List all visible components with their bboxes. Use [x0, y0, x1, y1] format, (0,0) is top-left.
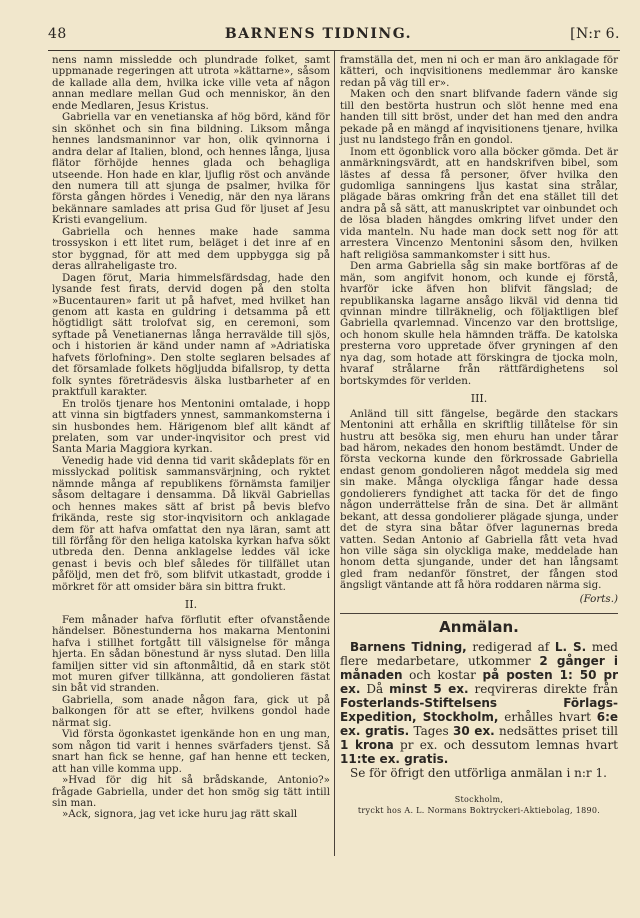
notice-bulk-free: 11:te ex. gratis.	[340, 751, 449, 766]
paragraph: Dagen förut, Maria himmelsfärdsdag, hade den lysande fest firats, dervid dogen på den stolta »Bucentauren» farit ut på hafvet, med hvilket han genom att kasta en guldring i detsamma på ett högtidligt sätt trolofvat sig, en ceremoni, som syftade på Venetianernas långa herravälde till sjös, och i historien är känd under namn af »Adriatiska hafvets förlofning». Den stolte seglaren belsades af det församlade folkets högljudda bifallsrop, ty detta folk syntes företrädesvis älska lustbarheter af en praktfull karakter.	[52, 271, 330, 399]
column-divider	[334, 50, 335, 856]
paragraph: En trolös tjenare hos Mentonini omtalade, i hopp att vinna sin bigtfaders ynnest, sammankomsterna i sin husbondes hem. Härigenom blef allt kändt af prelaten, som var under-inqvisitor och prest vid Santa Maria Maggiora kyrkan.	[52, 397, 330, 456]
notice-bulk-copies: 30 ex.	[452, 723, 495, 738]
publication-title: BARNENS TIDNING.	[224, 26, 413, 42]
paragraph: Gabriella, som anade någon fara, gick ut på balkongen för att se efter, hvilkens gondol hade närmat sig.	[52, 693, 330, 729]
notice-footer: Se för öfrigt den utförliga anmälan i n:r 1.	[350, 765, 607, 780]
notice-free-copy: 6:e ex. gratis.	[340, 709, 619, 738]
left-column	[52, 55, 330, 821]
section-heading: II.	[184, 598, 198, 612]
issue-number: [N:r 6.	[570, 26, 620, 42]
paragraph: »Hvad för dig hit så brådskande, Antonio?» frågade Gabriella, under det hon smög sig tätt intill sin man.	[52, 774, 330, 809]
paragraph: Gabriella var en venetianska af hög börd, känd för sin skönhet och sin fina bildning. Liksom många hennes landsmaninnor var hon, olik qvinnorna i andra delar af Italien, blond, och hennes långa, ljusa flätor förhöjde hennes glada och behagliga utseende. Hon hade en klar, ljuflig röst och använde den numera till att sjunga de psalmer, hvilka för första gången hördes i Venedig, när den nya lärans bekännare samlades att prisa Gud för ljuset af Jesu Kristi evangelium.	[52, 111, 330, 227]
notice-editor: L. S.	[554, 639, 587, 654]
paragraph: Gabriella och hennes make hade samma trossyskon i ett litet rum, beläget i det inre af en stor byggnad, för att med dem uppbygga sig på deras allraheligaste tro.	[52, 225, 330, 273]
right-column	[340, 55, 618, 816]
notice-post-price: på posten 1: 50 pr ex.	[340, 667, 619, 696]
paragraph: Inom ett ögonblick voro alla böcker gömda. Det är anmärkningsvärdt, att en handskrifven bibel, som lästes af dessa få personer, öfver hvilka den gudomliga sanningens ljus kastat sina strålar, plägade bäras omkring från det ena stället till det andra på så sätt, att manuskriptet var oinbundet och de lösa bladen hängdes omkring lifvet under den vida manteln. Nu hade man dock sett nog för att arrestera Vincenzo Mentonini såsom den, hvilken haft religiösa sammankomster i sitt hus.	[340, 145, 618, 261]
paragraph: Den arma Gabriella såg sin make bortföras af de män, som angifvit honom, och kunde ej förstå, hvarför icke äfven hon blifvit fängslad; de republikanska lagarne ansågo likväl vid denna tid qvinnan mindre tillräknelig, och följaktligen blef Gabriella qvarlemnad. Vincenzo var den brottslige, och honom skulle hela hämnden träffa. De katolska presterna voro uppretade öfver gryningen af den nya dag, som hotade att förskingra de tjocka moln, hvaraf strålarne från rättfärdighetens sol bortskymdes för verlden.	[340, 260, 618, 387]
imprint-city: Stockholm,	[454, 794, 504, 804]
paragraph: Vid första ögonkastet igenkände hon en ung man, som någon tid varit i hennes svärfaders tjenst. Så snart han fick se henne, gaf han henne ett tecken, att han ville komma upp.	[52, 728, 330, 775]
notice-publisher: Fosterlands-Stiftelsens Förlags-Expedition, Stockholm,	[340, 695, 618, 724]
paragraph: »Ack, signora, jag vet icke huru jag rätt skall	[62, 808, 298, 821]
paragraph: Fem månader hafva förflutit efter ofvanstående händelser. Bönestunderna hos makarna Mentonini hafva i stillhet fortgått till välsignelse för många hjerta. En sådan bönestund är nyss slutad. Den lilla familjen sitter vid sin aftonmåltid, då en stark stöt mot muren gifver tillkänna, att gondolieren fästat sin båt vid stranden.	[52, 613, 330, 695]
notice-min-copies: minst 5 ex.	[389, 681, 469, 696]
notice-paper-name: Barnens Tidning,	[350, 639, 467, 654]
continued-note: (Forts.)	[579, 592, 618, 605]
notice-title: Anmälan.	[439, 618, 519, 637]
notice-frequency: 2 gånger i månaden	[340, 653, 618, 682]
paragraph: Maken och den snart blifvande fadern vände sig till den bestörta hustrun och slöt henne med ena handen till sitt bröst, under det han med den andra pekade på en mängd af inqvisitionens tjenare, hvilka just nu landstego från en gondol.	[340, 88, 618, 147]
paragraph: framställa det, men ni och er man äro anklagade för kätteri, och inqvisitionens medlemmar äro kanske redan på väg till er».	[340, 54, 618, 89]
notice-bulk-price: 1 krona	[340, 737, 394, 752]
page-header	[48, 22, 620, 46]
notice-divider	[340, 613, 618, 614]
paragraph: Anländ till sitt fängelse, begärde den stackars Mentonini att erhålla en skriftlig tillåtelse för sin hustru att besöka sig, men ehuru han under tårar bad härom, nekades den honom bestämdt. Under de första veckorna kunde den förkrossade Gabriella endast genom gondolieren något meddela sig med sin make. Många olyckliga fångar hade dessa gondolierers fyndighet att tacka för det de fingo någon underrättelse från de sina. Det är allmänt bekant, att dessa gondolierer plägade sjunga, under det de styra sina båtar öfver lagunernas breda vatten. Sedan Antonio af Gabriella fått veta hvad hon ville säga sin olyckliga make, meddelade han honom detta sjungande, under det han långsamt gled fram nedanför fönstret, der fången stod ängsligt väntande att få höra roddaren närma sig.	[340, 407, 618, 592]
paragraph: Venedig hade vid denna tid varit skådeplats för en misslyckad politisk sammansvärjning, och ryktet nämnde många af republikens förnämsta familjer såsom deltagare i densamma. Då likväl Gabriellas och hennes makes sätt af brist på bevis blefvo frikända, reste sig stor-inqvisitorn och anklagade dem för att hafva omfattat den nya läran, samt att till förfång för den heliga katolska kyrkan hafva sökt utbreda den. Denna anklagelse leddes väl icke genast i bevis och blef således för tillfället utan påföljd, men det frö, som blifvit utkastadt, grodde i mörkret för att omsider bära sin bittra frukt.	[52, 454, 330, 593]
imprint	[340, 794, 618, 816]
imprint-printer: tryckt hos A. L. Normans Boktryckeri-Aktiebolag, 1890.	[357, 805, 601, 815]
page-number: 48	[48, 26, 67, 42]
paragraph: nens namn missledde och plundrade folket, samt uppmanade regeringen att utrota »kättarne», såsom de kallade alla dem, hvilka icke ville veta af någon annan medlare mellan Gud och menniskor, än den ende Medlaren, Jesus Kristus.	[52, 54, 330, 112]
section-heading: III.	[470, 392, 488, 406]
subscription-notice: Barnens Tidning, redigerad af L. S. med flere medarbetare, utkommer 2 gånger i månaden och kostar på posten 1: 50 pr ex. Då minst 5 ex. reqvireras direkte från Fosterlands-Stiftelsens Förlags-Expedition, Stockholm, erhålles hvart 6:e ex. gratis. Tages 30 ex. nedsättes priset till 1 krona pr ex. och dessutom lemnas hvart 11:te ex. gratis.	[340, 639, 619, 766]
